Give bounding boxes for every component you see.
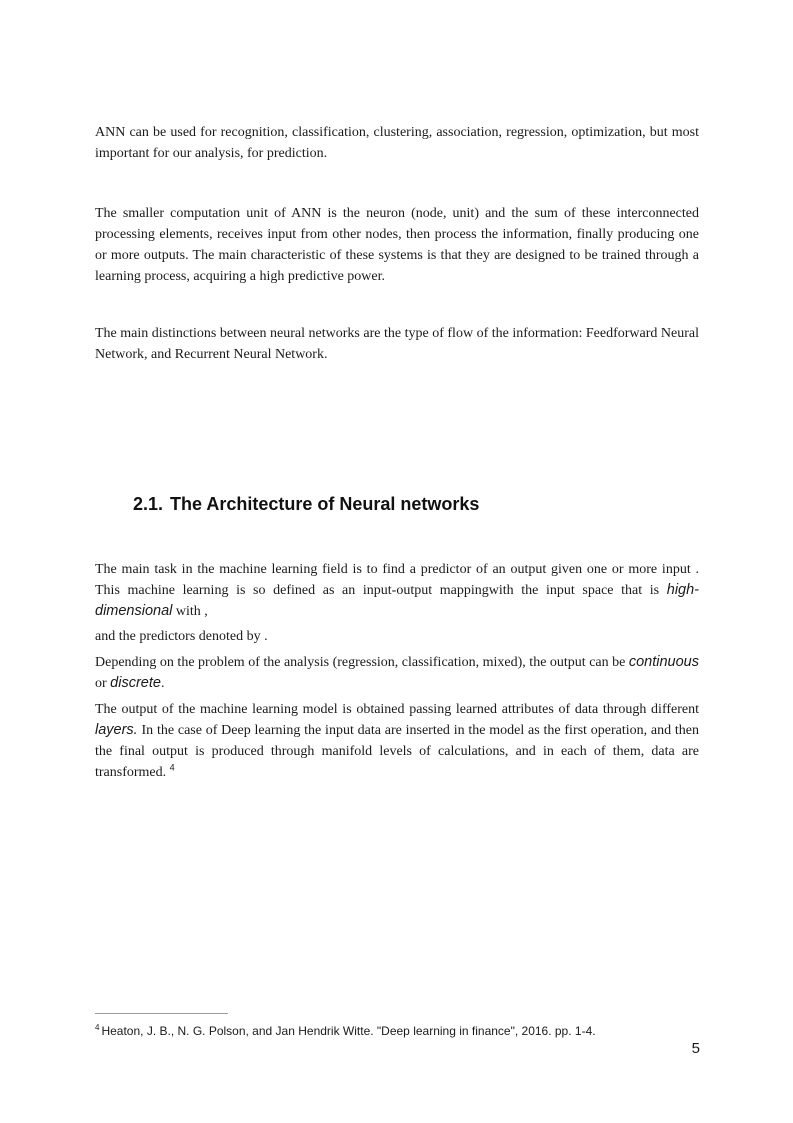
footnote — [95, 1023, 715, 1039]
section-number: 2.1. — [133, 494, 164, 514]
footnote-divider — [95, 1013, 228, 1014]
page-number: 5 — [691, 1040, 700, 1057]
model-output-text: The output of the machine learning model is obtained passing learned attributes of data through different — [95, 702, 699, 717]
output-type-or: or — [95, 676, 107, 691]
paragraph-neuron-unit: The smaller computation unit of ANN is the neuron (node, unit) and the sum of these interconnected processing elements, receives input from other nodes, then process the information, finally producing one or more outputs. The main characteristic of these systems is that they are designed to be trained through a learning process, acquiring a high predictive power. — [95, 206, 699, 284]
ml-task-text: The main task in the machine learning field is to find a predictor of an output given one or more input . This machine learning is so defined as an input-output mappingwith the input space that is — [95, 562, 699, 598]
model-output-end: In the case of Deep learning the input data are inserted in the model as the first operation, and then the final output is produced through manifold levels of calculations, and in each of them, data are transformed. — [95, 723, 700, 780]
high-dimensional-term: high-dimensional — [95, 582, 700, 619]
section-title: The Architecture of Neural networks — [170, 494, 480, 514]
output-type-end: . — [160, 676, 165, 691]
paragraph-network-distinctions: The main distinctions between neural networks are the type of flow of the information: Feedforward Neural Network, and Recurrent Neural Network. — [95, 326, 699, 362]
footnote-text: Heaton, J. B., N. G. Polson, and Jan Hendrik Witte. "Deep learning in finance", 2016. pp. 1-4. — [101, 1024, 596, 1038]
paragraph-ann-uses: ANN can be used for recognition, classification, clustering, association, regression, optimization, but most important for our analysis, for prediction. — [95, 125, 699, 161]
discrete-term: discrete — [110, 675, 161, 691]
footnote-reference[interactable]: 4 — [169, 762, 175, 773]
paragraph-model-output — [95, 699, 699, 783]
output-type-text: Depending on the problem of the analysis (regression, classification, mixed), the output can be — [95, 655, 626, 670]
ml-task-end: with , — [175, 604, 208, 619]
footnote-marker: 4 — [95, 1023, 100, 1032]
paragraph-ml-task — [95, 559, 699, 622]
layers-term: layers. — [95, 722, 138, 738]
section-heading — [133, 492, 479, 516]
paragraph-output-type — [95, 652, 699, 694]
paragraph-predictors: and the predictors denoted by . — [95, 629, 268, 644]
continuous-term: continuous — [628, 654, 699, 670]
